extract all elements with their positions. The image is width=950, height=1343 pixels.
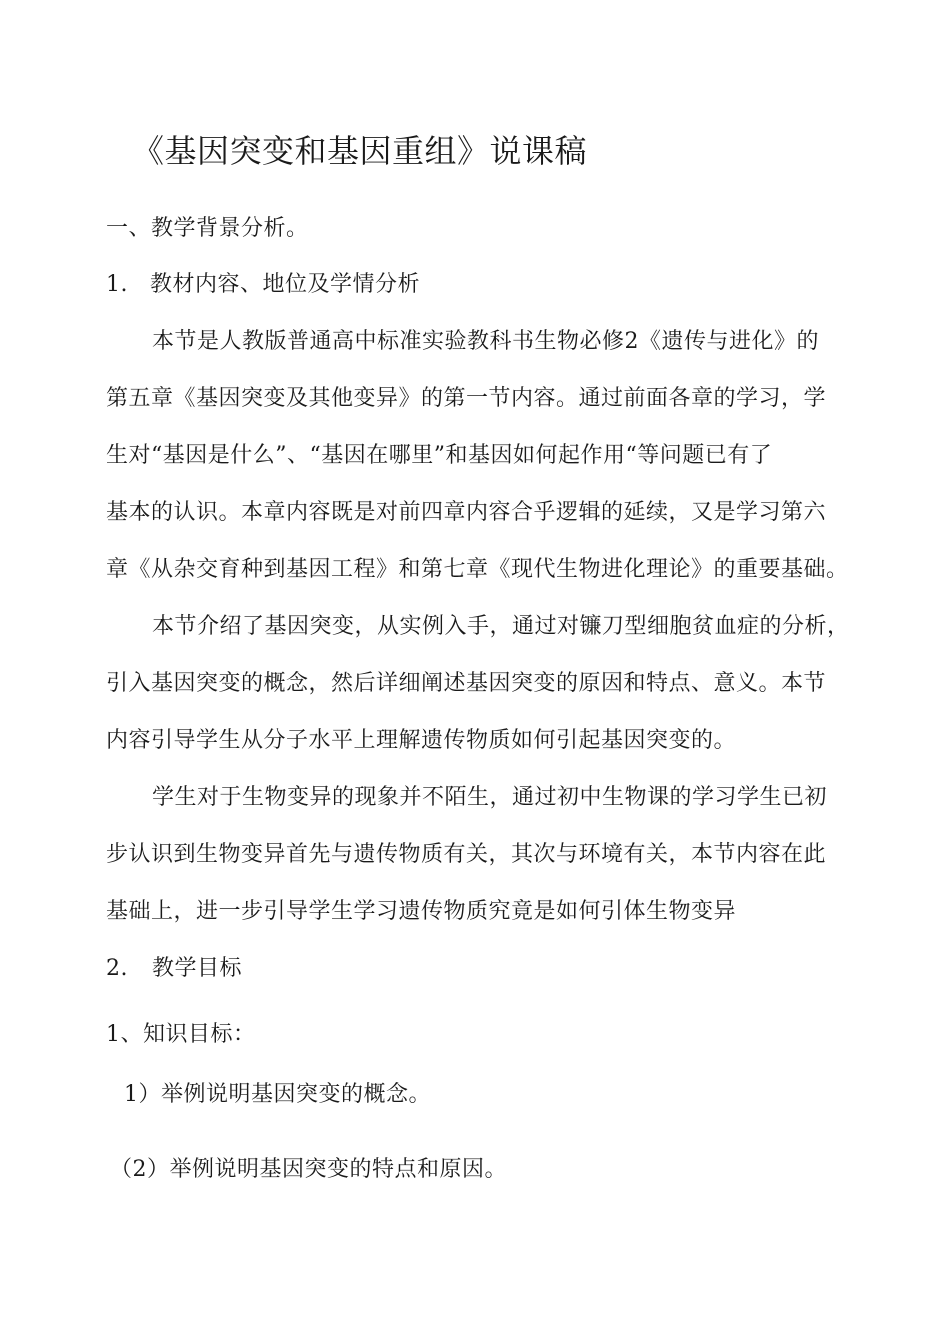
section-heading: 一、教学背景分析。 <box>106 216 309 241</box>
subsection-heading <box>106 954 242 984</box>
paragraph-line: 第五章《基因突变及其他变异》的第一节内容。通过前面各章的学习，学 <box>106 386 827 411</box>
paragraph-line: 引入基因突变的概念，然后详细阐述基因突变的原因和特点、意义。本节 <box>106 671 827 696</box>
goal-item: （2）举例说明基因突变的特点和原因。 <box>110 1157 507 1182</box>
paragraph-line: 本节是人教版普通高中标准实验教科书生物必修2《遗传与进化》的 <box>152 329 819 354</box>
subsection-text: 教材内容、地位及学情分析 <box>150 272 421 297</box>
paragraph-line: 步认识到生物变异首先与遗传物质有关，其次与环境有关，本节内容在此 <box>106 842 827 867</box>
goal-item: 1）举例说明基因突变的概念。 <box>124 1082 431 1107</box>
subsection-text: 教学目标 <box>152 956 243 981</box>
document-title: 《基因突变和基因重组》说课稿 <box>132 132 588 170</box>
paragraph-line: 本节介绍了基因突变，从实例入手，通过对镰刀型细胞贫血症的分析， <box>152 614 850 639</box>
subsection-number: 1. <box>106 272 128 297</box>
paragraph-line: 基础上，进一步引导学生学习遗传物质究竟是如何引体生物变异 <box>106 899 737 924</box>
paragraph-line: 内容引导学生从分子水平上理解遗传物质如何引起基因突变的。 <box>106 728 737 753</box>
paragraph-line: 章《从杂交育种到基因工程》和第七章《现代生物进化理论》的重要基础。 <box>106 557 849 582</box>
paragraph-line: 生对“基因是什么”、“基因在哪里”和基因如何起作用“等问题已有了 <box>106 443 773 468</box>
paragraph-line: 学生对于生物变异的现象并不陌生，通过初中生物课的学习学生已初 <box>152 785 828 810</box>
goal-heading: 1、知识目标： <box>106 1022 256 1047</box>
paragraph-line: 基本的认识。本章内容既是对前四章内容合乎逻辑的延续，又是学习第六 <box>106 500 827 525</box>
subsection-number: 2. <box>106 956 128 981</box>
subsection-heading <box>106 270 420 300</box>
